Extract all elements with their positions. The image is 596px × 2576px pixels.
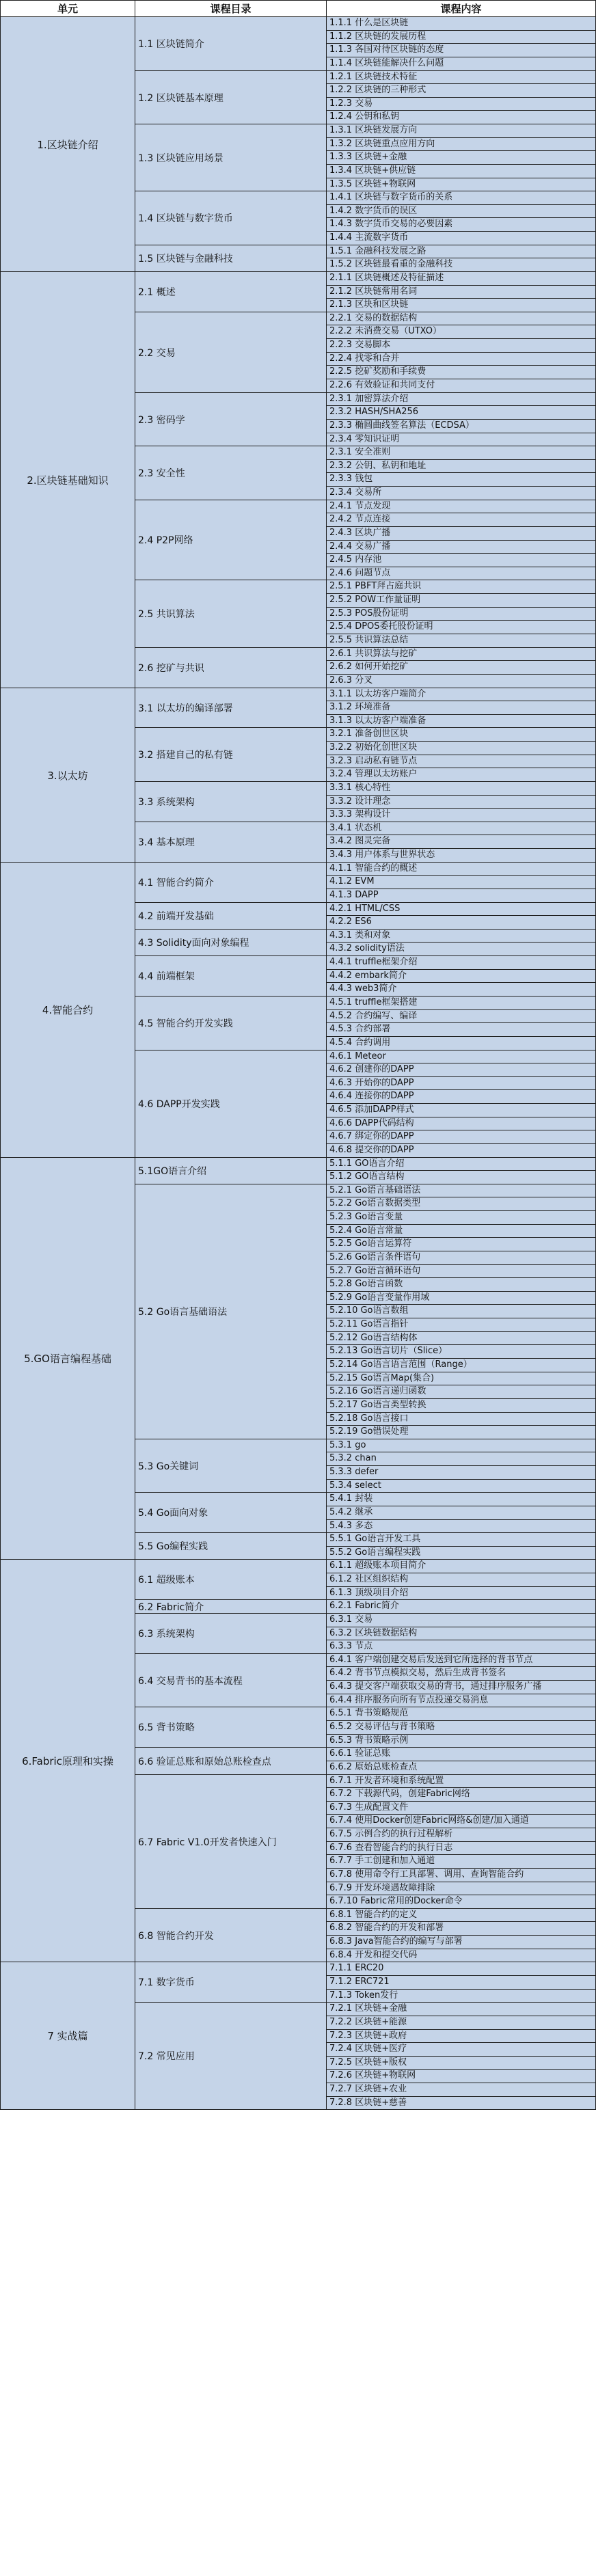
- lesson-cell: 6.4.4 排序服务向所有节点投递交易消息: [326, 1694, 596, 1707]
- directory-cell: 4.2 前端开发基础: [135, 902, 327, 930]
- unit-cell: 1.区块链介绍: [0, 16, 135, 272]
- lesson-cell: 6.1.3 顶级项目介绍: [326, 1586, 596, 1600]
- directory-cell: 6.7 Fabric V1.0开发者快速入门: [135, 1774, 327, 1909]
- directory-cell: 7.2 常见应用: [135, 2002, 327, 2110]
- lesson-cell: 2.4.3 区块广播: [326, 526, 596, 541]
- lesson-cell: 7.2.8 区块链+慈善: [326, 2096, 596, 2110]
- lesson-cell: 1.2.3 交易: [326, 97, 596, 111]
- lesson-cell: 4.6.4 连接你的DAPP: [326, 1089, 596, 1104]
- directory-cell: 5.3 Go关键词: [135, 1439, 327, 1493]
- lesson-cell: 5.2.12 Go语言结构体: [326, 1331, 596, 1345]
- directory-cell: 3.4 基本原理: [135, 822, 327, 863]
- lesson-cell: 4.5.1 truffle框架搭建: [326, 996, 596, 1010]
- lesson-cell: 2.4.5 内存池: [326, 553, 596, 567]
- lesson-cell: 4.1.2 EVM: [326, 875, 596, 889]
- lesson-cell: 5.2.13 Go语言切片（Slice）: [326, 1344, 596, 1359]
- directory-cell: 3.1 以太坊的编译部署: [135, 688, 327, 728]
- lesson-cell: 5.2.5 Go语言运算符: [326, 1237, 596, 1251]
- unit-cell: 5.GO语言编程基础: [0, 1157, 135, 1560]
- lesson-cell: 5.4.1 封装: [326, 1492, 596, 1506]
- lesson-cell: 5.2.9 Go语言变量作用域: [326, 1291, 596, 1305]
- lesson-cell: 6.7.8 使用命令行工具部署、调用、查询智能合约: [326, 1868, 596, 1882]
- lesson-cell: 2.4.1 节点发现: [326, 500, 596, 513]
- lesson-cell: 4.1.3 DAPP: [326, 889, 596, 903]
- lesson-cell: 6.7.7 手工创建和加入通道: [326, 1854, 596, 1869]
- lesson-cell: 6.7.2 下载源代码，创建Fabric网络: [326, 1787, 596, 1802]
- header-directory: 课程目录: [135, 0, 327, 17]
- directory-cell: 1.3 区块链应用场景: [135, 124, 327, 191]
- lesson-cell: 3.4.2 图灵完备: [326, 835, 596, 849]
- lesson-cell: 1.2.1 区块链技术特征: [326, 70, 596, 84]
- lesson-cell: 5.2.2 Go语言数据类型: [326, 1197, 596, 1211]
- lesson-cell: 5.5.2 Go语言编程实践: [326, 1546, 596, 1560]
- lesson-cell: 1.4.4 主流数字货币: [326, 231, 596, 245]
- directory-cell: 6.6 验证总账和原始总账检查点: [135, 1747, 327, 1775]
- lesson-cell: 2.5.3 POS股份证明: [326, 607, 596, 621]
- directory-cell: 2.3 密码学: [135, 392, 327, 446]
- lesson-cell: 7.2.1 区块链+金融: [326, 2002, 596, 2016]
- lesson-cell: 2.2.2 未消费交易（UTXO）: [326, 325, 596, 339]
- directory-cell: 2.5 共识算法: [135, 580, 327, 648]
- lesson-cell: 4.1.1 智能合约的概述: [326, 862, 596, 876]
- lesson-cell: 2.5.4 DPOS委托股份证明: [326, 620, 596, 634]
- lesson-cell: 1.1.2 区块链的发展历程: [326, 30, 596, 44]
- directory-cell: 3.3 系统架构: [135, 781, 327, 822]
- lesson-cell: 4.6.3 开始你的DAPP: [326, 1076, 596, 1090]
- lesson-cell: 4.6.1 Meteor: [326, 1050, 596, 1063]
- directory-cell: 7.1 数字货币: [135, 1962, 327, 2003]
- lesson-cell: 6.6.2 原始总账检查点: [326, 1761, 596, 1775]
- lesson-cell: 2.2.6 有效验证和共同支付: [326, 379, 596, 393]
- directory-cell: 5.2 Go语言基础语法: [135, 1184, 327, 1439]
- lesson-cell: 6.7.1 开发者环境和系统配置: [326, 1774, 596, 1788]
- lesson-cell: 5.2.6 Go语言条件语句: [326, 1251, 596, 1265]
- lesson-cell: 3.2.2 初始化创世区块: [326, 741, 596, 755]
- lesson-cell: 5.3.1 go: [326, 1439, 596, 1452]
- lesson-cell: 7.2.3 区块链+政府: [326, 2029, 596, 2043]
- lesson-cell: 4.6.8 提交你的DAPP: [326, 1143, 596, 1158]
- lesson-cell: 2.3.1 加密算法介绍: [326, 392, 596, 406]
- directory-cell: 2.4 P2P网络: [135, 500, 327, 580]
- lesson-cell: 6.8.3 Java智能合约的编写与部署: [326, 1935, 596, 1949]
- lesson-cell: 5.3.3 defer: [326, 1465, 596, 1480]
- lesson-cell: 5.1.1 GO语言介绍: [326, 1157, 596, 1171]
- lesson-cell: 6.1.1 超级账本项目简介: [326, 1559, 596, 1573]
- lesson-cell: 6.4.3 提交客户端获取交易的背书，通过排序服务广播: [326, 1680, 596, 1694]
- lesson-cell: 2.1.2 区块链常用名词: [326, 285, 596, 299]
- lesson-cell: 3.1.3 以太坊客户端准备: [326, 714, 596, 728]
- directory-cell: 5.1GO语言介绍: [135, 1157, 327, 1184]
- lesson-cell: 4.6.5 添加DAPP样式: [326, 1103, 596, 1117]
- directory-cell: 6.1 超级账本: [135, 1559, 327, 1600]
- lesson-cell: 2.6.3 分叉: [326, 674, 596, 688]
- directory-cell: 4.1 智能合约简介: [135, 862, 327, 903]
- directory-cell: 1.1 区块链简介: [135, 16, 327, 71]
- lesson-cell: 3.2.1 准备创世区块: [326, 727, 596, 742]
- directory-cell: 6.4 交易背书的基本流程: [135, 1653, 327, 1707]
- lesson-cell: 1.3.1 区块链发展方向: [326, 124, 596, 138]
- lesson-cell: 4.5.4 合约调用: [326, 1036, 596, 1050]
- lesson-cell: 5.2.11 Go语言指针: [326, 1318, 596, 1332]
- lesson-cell: 2.3.1 安全准则: [326, 446, 596, 460]
- lesson-cell: 5.2.14 Go语言语言范围（Range）: [326, 1358, 596, 1372]
- lesson-cell: 5.2.18 Go语言接口: [326, 1412, 596, 1426]
- lesson-cell: 3.4.3 用户体系与世界状态: [326, 848, 596, 863]
- lesson-cell: 4.2.2 ES6: [326, 915, 596, 930]
- directory-cell: 1.5 区块链与金融科技: [135, 245, 327, 272]
- lesson-cell: 6.6.1 验证总账: [326, 1747, 596, 1761]
- lesson-cell: 6.5.2 交易评估与背书策略: [326, 1720, 596, 1735]
- lesson-cell: 2.6.2 如何开始挖矿: [326, 660, 596, 675]
- unit-cell: 7 实战篇: [0, 1962, 135, 2110]
- directory-cell: 2.1 概述: [135, 271, 327, 312]
- lesson-cell: 6.3.1 交易: [326, 1613, 596, 1627]
- lesson-cell: 3.3.3 架构设计: [326, 808, 596, 822]
- header-content: 课程内容: [326, 0, 596, 17]
- lesson-cell: 6.5.3 背书策略示例: [326, 1734, 596, 1748]
- lesson-cell: 6.3.3 节点: [326, 1640, 596, 1654]
- lesson-cell: 6.7.4 使用Docker创建Fabric网络&创建/加入通道: [326, 1814, 596, 1828]
- directory-cell: 5.4 Go面向对象: [135, 1492, 327, 1533]
- lesson-cell: 2.6.1 共识算法与挖矿: [326, 647, 596, 661]
- lesson-cell: 2.3.4 交易所: [326, 486, 596, 500]
- lesson-cell: 2.5.2 POW工作量证明: [326, 593, 596, 608]
- lesson-cell: 7.2.4 区块链+医疗: [326, 2042, 596, 2057]
- lesson-cell: 2.2.1 交易的数据结构: [326, 312, 596, 325]
- directory-cell: 6.3 系统架构: [135, 1613, 327, 1654]
- directory-cell: 6.8 智能合约开发: [135, 1908, 327, 1962]
- lesson-cell: 2.2.3 交易脚本: [326, 338, 596, 353]
- lesson-cell: 5.5.1 Go语言开发工具: [326, 1532, 596, 1547]
- lesson-cell: 5.1.2 GO语言结构: [326, 1170, 596, 1184]
- lesson-cell: 5.2.17 Go语言类型转换: [326, 1398, 596, 1413]
- lesson-cell: 2.3.4 零知识证明: [326, 433, 596, 446]
- directory-cell: 4.5 智能合约开发实践: [135, 996, 327, 1050]
- lesson-cell: 2.2.5 挖矿奖励和手续费: [326, 365, 596, 379]
- lesson-cell: 6.7.9 开发环境遇故障排除: [326, 1882, 596, 1895]
- directory-cell: 4.3 Solidity面向对象编程: [135, 929, 327, 956]
- lesson-cell: 4.5.3 合约部署: [326, 1022, 596, 1037]
- unit-cell: 4.智能合约: [0, 862, 135, 1158]
- unit-cell: 6.Fabric原理和实操: [0, 1559, 135, 1962]
- lesson-cell: 1.3.3 区块链+金融: [326, 150, 596, 165]
- lesson-cell: 4.3.1 类和对象: [326, 929, 596, 943]
- lesson-cell: 4.3.2 solidity语法: [326, 942, 596, 956]
- lesson-cell: 3.2.4 管理以太坊账户: [326, 768, 596, 782]
- lesson-cell: 6.7.6 查看智能合约的执行日志: [326, 1841, 596, 1855]
- lesson-cell: 7.1.3 Token发行: [326, 1989, 596, 2003]
- header-unit: 单元: [0, 0, 135, 17]
- lesson-cell: 1.4.3 数字货币交易的必要因素: [326, 217, 596, 232]
- lesson-cell: 2.3.2 HASH/SHA256: [326, 405, 596, 420]
- directory-cell: 5.5 Go编程实践: [135, 1532, 327, 1560]
- lesson-cell: 3.1.1 以太坊客户端简介: [326, 688, 596, 701]
- lesson-cell: 6.8.4 开发和提交代码: [326, 1949, 596, 1962]
- unit-cell: 3.以太坊: [0, 688, 135, 863]
- lesson-cell: 3.3.1 核心特性: [326, 781, 596, 796]
- lesson-cell: 5.2.15 Go语言Map(集合): [326, 1372, 596, 1385]
- directory-cell: 3.2 搭建自己的私有链: [135, 727, 327, 782]
- lesson-cell: 1.3.2 区块链重点应用方向: [326, 137, 596, 151]
- lesson-cell: 7.2.7 区块链+农业: [326, 2083, 596, 2097]
- lesson-cell: 6.5.1 背书策略规范: [326, 1707, 596, 1721]
- lesson-cell: 4.6.2 创建你的DAPP: [326, 1063, 596, 1077]
- lesson-cell: 4.2.1 HTML/CSS: [326, 902, 596, 916]
- lesson-cell: 5.2.19 Go错误处理: [326, 1425, 596, 1439]
- lesson-cell: 2.4.4 交易广播: [326, 540, 596, 554]
- lesson-cell: 3.1.2 环境准备: [326, 701, 596, 715]
- lesson-cell: 7.2.5 区块链+版权: [326, 2056, 596, 2070]
- lesson-cell: 5.2.1 Go语言基础语法: [326, 1184, 596, 1197]
- lesson-cell: 1.2.4 公钥和私钥: [326, 110, 596, 124]
- lesson-cell: 5.4.3 多态: [326, 1519, 596, 1533]
- directory-cell: 6.5 背书策略: [135, 1707, 327, 1748]
- lesson-cell: 7.1.1 ERC20: [326, 1962, 596, 1976]
- lesson-cell: 1.1.4 区块链能解决什么问题: [326, 57, 596, 71]
- lesson-cell: 4.6.7 绑定你的DAPP: [326, 1130, 596, 1144]
- lesson-cell: 7.1.2 ERC721: [326, 1975, 596, 1990]
- lesson-cell: 6.7.5 示例合约的执行过程解析: [326, 1828, 596, 1842]
- lesson-cell: 1.4.2 数字货币的误区: [326, 204, 596, 218]
- directory-cell: 6.2 Fabric简介: [135, 1599, 327, 1614]
- directory-cell: 2.6 挖矿与共识: [135, 647, 327, 688]
- lesson-cell: 2.3.2 公钥、私钥和地址: [326, 459, 596, 473]
- lesson-cell: 4.4.1 truffle框架介绍: [326, 955, 596, 970]
- lesson-cell: 1.2.2 区块链的三种形式: [326, 83, 596, 98]
- lesson-cell: 5.2.16 Go语言递归函数: [326, 1385, 596, 1399]
- lesson-cell: 2.4.6 问题节点: [326, 567, 596, 580]
- lesson-cell: 3.3.2 设计理念: [326, 795, 596, 809]
- lesson-cell: 5.3.4 select: [326, 1479, 596, 1493]
- lesson-cell: 2.5.1 PBFT拜占庭共识: [326, 580, 596, 594]
- lesson-cell: 2.4.2 节点连接: [326, 513, 596, 527]
- directory-cell: 1.2 区块链基本原理: [135, 70, 327, 124]
- lesson-cell: 5.2.3 Go语言变量: [326, 1210, 596, 1225]
- lesson-cell: 6.8.2 智能合约的开发和部署: [326, 1921, 596, 1936]
- lesson-cell: 6.2.1 Fabric简介: [326, 1599, 596, 1614]
- unit-cell: 2.区块链基础知识: [0, 271, 135, 688]
- directory-cell: 2.2 交易: [135, 312, 327, 393]
- lesson-cell: 2.2.4 找零和合并: [326, 352, 596, 366]
- lesson-cell: 2.1.3 区块和区块链: [326, 298, 596, 312]
- lesson-cell: 1.3.5 区块链+物联网: [326, 178, 596, 191]
- lesson-cell: 2.3.3 钱包: [326, 472, 596, 487]
- directory-cell: 1.4 区块链与数字货币: [135, 191, 327, 245]
- lesson-cell: 1.5.2 区块链最看重的金融科技: [326, 258, 596, 272]
- lesson-cell: 5.2.4 Go语言常量: [326, 1224, 596, 1238]
- lesson-cell: 3.4.1 状态机: [326, 822, 596, 835]
- lesson-cell: 2.5.5 共识算法总结: [326, 634, 596, 648]
- lesson-cell: 6.7.3 生成配置文件: [326, 1801, 596, 1815]
- lesson-cell: 5.4.2 继承: [326, 1506, 596, 1520]
- lesson-cell: 6.8.1 智能合约的定义: [326, 1908, 596, 1922]
- lesson-cell: 1.1.3 各国对待区块链的态度: [326, 43, 596, 57]
- lesson-cell: 6.4.1 客户端创建交易后发送到它所选择的背书节点: [326, 1653, 596, 1667]
- lesson-cell: 2.3.3 椭圆曲线签名算法（ECDSA）: [326, 419, 596, 433]
- lesson-cell: 5.2.7 Go语言循环语句: [326, 1264, 596, 1278]
- lesson-cell: 4.5.2 合约编写、编译: [326, 1009, 596, 1023]
- lesson-cell: 1.5.1 金融科技发展之路: [326, 245, 596, 258]
- lesson-cell: 7.2.6 区块链+物联网: [326, 2069, 596, 2083]
- directory-cell: 4.4 前端框架: [135, 955, 327, 996]
- lesson-cell: 4.4.3 web3简介: [326, 982, 596, 996]
- lesson-cell: 6.1.2 社区组织结构: [326, 1573, 596, 1587]
- lesson-cell: 7.2.2 区块链+能源: [326, 2016, 596, 2030]
- directory-cell: 2.3 安全性: [135, 446, 327, 500]
- lesson-cell: 1.1.1 什么是区块链: [326, 16, 596, 31]
- lesson-cell: 5.2.10 Go语言数组: [326, 1304, 596, 1318]
- lesson-cell: 5.3.2 chan: [326, 1452, 596, 1466]
- lesson-cell: 2.1.1 区块链概述及特征描述: [326, 271, 596, 286]
- directory-cell: 4.6 DAPP开发实践: [135, 1050, 327, 1158]
- lesson-cell: 3.2.3 启动私有链节点: [326, 755, 596, 768]
- lesson-cell: 6.3.2 区块链数据结构: [326, 1627, 596, 1640]
- lesson-cell: 1.4.1 区块链与数字货币的关系: [326, 191, 596, 205]
- lesson-cell: 6.4.2 背书节点模拟交易，然后生成背书签名: [326, 1666, 596, 1681]
- lesson-cell: 4.6.6 DAPP代码结构: [326, 1117, 596, 1130]
- lesson-cell: 6.7.10 Fabric常用的Docker命令: [326, 1895, 596, 1909]
- lesson-cell: 1.3.4 区块链+供应链: [326, 164, 596, 178]
- lesson-cell: 5.2.8 Go语言函数: [326, 1277, 596, 1292]
- lesson-cell: 4.4.2 embark简介: [326, 969, 596, 983]
